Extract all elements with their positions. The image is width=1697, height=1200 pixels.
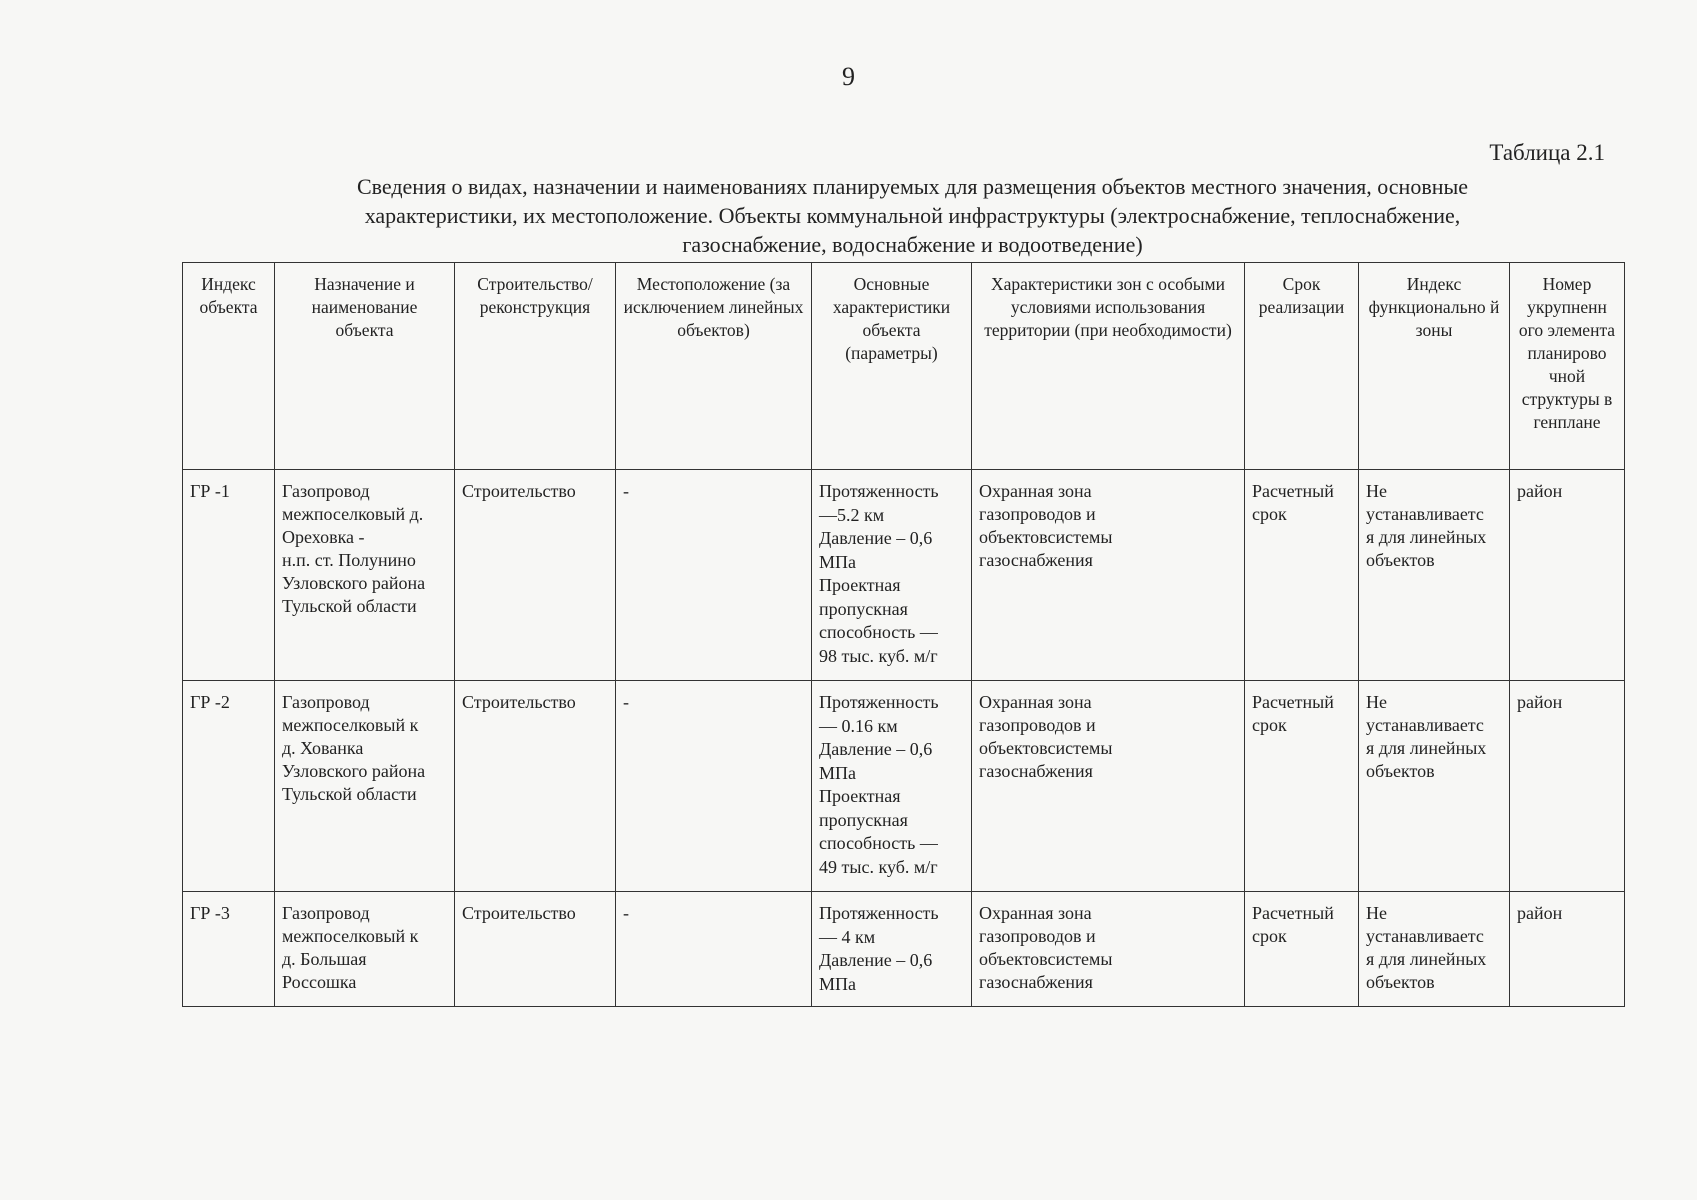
param-line: Проектная	[819, 575, 901, 595]
param-line: способность —	[819, 833, 938, 853]
param-line: — 4 км	[819, 926, 876, 947]
func-zone-line: объектов	[1366, 761, 1435, 781]
planning-element: район	[1510, 470, 1625, 681]
object-parameters	[812, 681, 972, 892]
func-zone-line: объектов	[1366, 972, 1435, 992]
name-line: межпоселковый д.	[282, 504, 424, 524]
objects-table	[182, 262, 1625, 1007]
term-line: срок	[1252, 926, 1287, 946]
zone-line: Охранная зона	[979, 903, 1092, 923]
param-line: Протяженность	[819, 692, 939, 712]
column-header: Срок реализации	[1245, 263, 1359, 470]
column-header: Характеристики зон с особыми условиями использования территории (при необходимости)	[972, 263, 1245, 470]
param-line: Давление – 0,6	[819, 950, 933, 970]
zone-line: газоснабжения	[979, 550, 1093, 570]
param-line: Давление – 0,6	[819, 528, 933, 548]
zone-line: объектовсистемы	[979, 738, 1113, 758]
term-line: Расчетный	[1252, 692, 1334, 712]
construction-type: Строительство	[455, 681, 616, 892]
column-header: Индекс функционально й зоны	[1359, 263, 1510, 470]
zone-line: объектовсистемы	[979, 949, 1113, 969]
name-line: Газопровод	[282, 903, 370, 923]
param-line: Протяженность	[819, 481, 939, 501]
object-index: ГР -2	[183, 681, 275, 892]
param-line: пропускная	[819, 598, 908, 619]
func-zone-line: я для линейных	[1366, 738, 1487, 758]
page-number: 9	[842, 62, 855, 91]
column-header: Назначение и наименование объекта	[275, 263, 455, 470]
name-line: Тульской области	[282, 596, 417, 616]
construction-type: Строительство	[455, 470, 616, 681]
func-zone-line: устанавливаетс	[1366, 504, 1484, 524]
func-zone-line: я для линейных	[1366, 527, 1487, 547]
functional-zone-index	[1359, 681, 1510, 892]
zone-line: газоснабжения	[979, 761, 1093, 781]
name-line: Узловского района	[282, 573, 426, 593]
table-row	[183, 470, 1625, 681]
zone-line: объектовсистемы	[979, 527, 1113, 547]
object-name	[275, 681, 455, 892]
name-line: Россошка	[282, 972, 357, 992]
table-row	[183, 892, 1625, 1007]
param-line: —5.2 км	[819, 504, 885, 525]
table-header-row	[183, 263, 1625, 470]
planning-element: район	[1510, 681, 1625, 892]
implementation-term	[1245, 681, 1359, 892]
func-zone-line: я для линейных	[1366, 949, 1487, 969]
table-label: Таблица 2.1	[1489, 140, 1605, 165]
param-line: МПа	[819, 973, 856, 994]
func-zone-line: Не	[1366, 692, 1387, 712]
param-line: 49 тыс. куб. м/г	[819, 856, 938, 877]
param-line: МПа	[819, 551, 856, 572]
location: -	[616, 681, 812, 892]
name-line: Узловского района	[282, 761, 426, 781]
term-line: Расчетный	[1252, 481, 1334, 501]
term-line: срок	[1252, 504, 1287, 524]
name-line: д. Хованка	[282, 738, 364, 758]
zone-line: газопроводов и	[979, 715, 1096, 735]
name-line: Газопровод	[282, 692, 370, 712]
table-row	[183, 681, 1625, 892]
column-header: Номер укрупненн ого элемента планирово чной структуры в генплане	[1510, 263, 1625, 470]
object-parameters	[812, 470, 972, 681]
name-line: межпоселковый к	[282, 926, 419, 946]
functional-zone-index	[1359, 470, 1510, 681]
name-line: Тульской области	[282, 784, 417, 804]
implementation-term	[1245, 892, 1359, 1007]
param-line: способность —	[819, 622, 938, 642]
construction-type: Строительство	[455, 892, 616, 1007]
object-name	[275, 470, 455, 681]
location: -	[616, 892, 812, 1007]
location: -	[616, 470, 812, 681]
func-zone-line: Не	[1366, 903, 1387, 923]
param-line: 98 тыс. куб. м/г	[819, 645, 938, 666]
name-line: межпоселковый к	[282, 715, 419, 735]
special-zone	[972, 470, 1245, 681]
implementation-term	[1245, 470, 1359, 681]
name-line: Ореховка -	[282, 527, 365, 547]
column-header: Основные характеристики объекта (параметры)	[812, 263, 972, 470]
zone-line: Охранная зона	[979, 481, 1092, 501]
name-line: н.п. ст. Полунино	[282, 550, 416, 570]
zone-line: Охранная зона	[979, 692, 1092, 712]
object-index: ГР -1	[183, 470, 275, 681]
zone-line: газопроводов и	[979, 504, 1096, 524]
object-name	[275, 892, 455, 1007]
param-line: Протяженность	[819, 903, 939, 923]
column-header: Местоположение (за исключением линейных объектов)	[616, 263, 812, 470]
param-line: Давление – 0,6	[819, 739, 933, 759]
func-zone-line: Не	[1366, 481, 1387, 501]
param-line: МПа	[819, 762, 856, 783]
func-zone-line: устанавливаетс	[1366, 715, 1484, 735]
caption-line: газоснабжение, водоснабжение и водоотведение)	[682, 232, 1143, 257]
object-parameters	[812, 892, 972, 1007]
param-line: — 0.16 км	[819, 715, 898, 736]
zone-line: газопроводов и	[979, 926, 1096, 946]
param-line: пропускная	[819, 809, 908, 830]
func-zone-line: объектов	[1366, 550, 1435, 570]
name-line: д. Большая	[282, 949, 367, 969]
caption-line: Сведения о видах, назначении и наименованиях планируемых для размещения объектов местного значения, основные	[356, 174, 1469, 199]
planning-element: район	[1510, 892, 1625, 1007]
zone-line: газоснабжения	[979, 972, 1093, 992]
term-line: срок	[1252, 715, 1287, 735]
column-header: Индекс объекта	[183, 263, 275, 470]
object-index: ГР -3	[183, 892, 275, 1007]
param-line: Проектная	[819, 786, 901, 806]
name-line: Газопровод	[282, 481, 370, 501]
func-zone-line: устанавливаетс	[1366, 926, 1484, 946]
table-caption	[215, 172, 1610, 259]
caption-line: характеристики, их местоположение. Объекты коммунальной инфраструктуры (электроснабжение, теплоснабжение,	[364, 203, 1461, 228]
term-line: Расчетный	[1252, 903, 1334, 923]
special-zone	[972, 892, 1245, 1007]
special-zone	[972, 681, 1245, 892]
functional-zone-index	[1359, 892, 1510, 1007]
column-header: Строительство/ реконструкция	[455, 263, 616, 470]
